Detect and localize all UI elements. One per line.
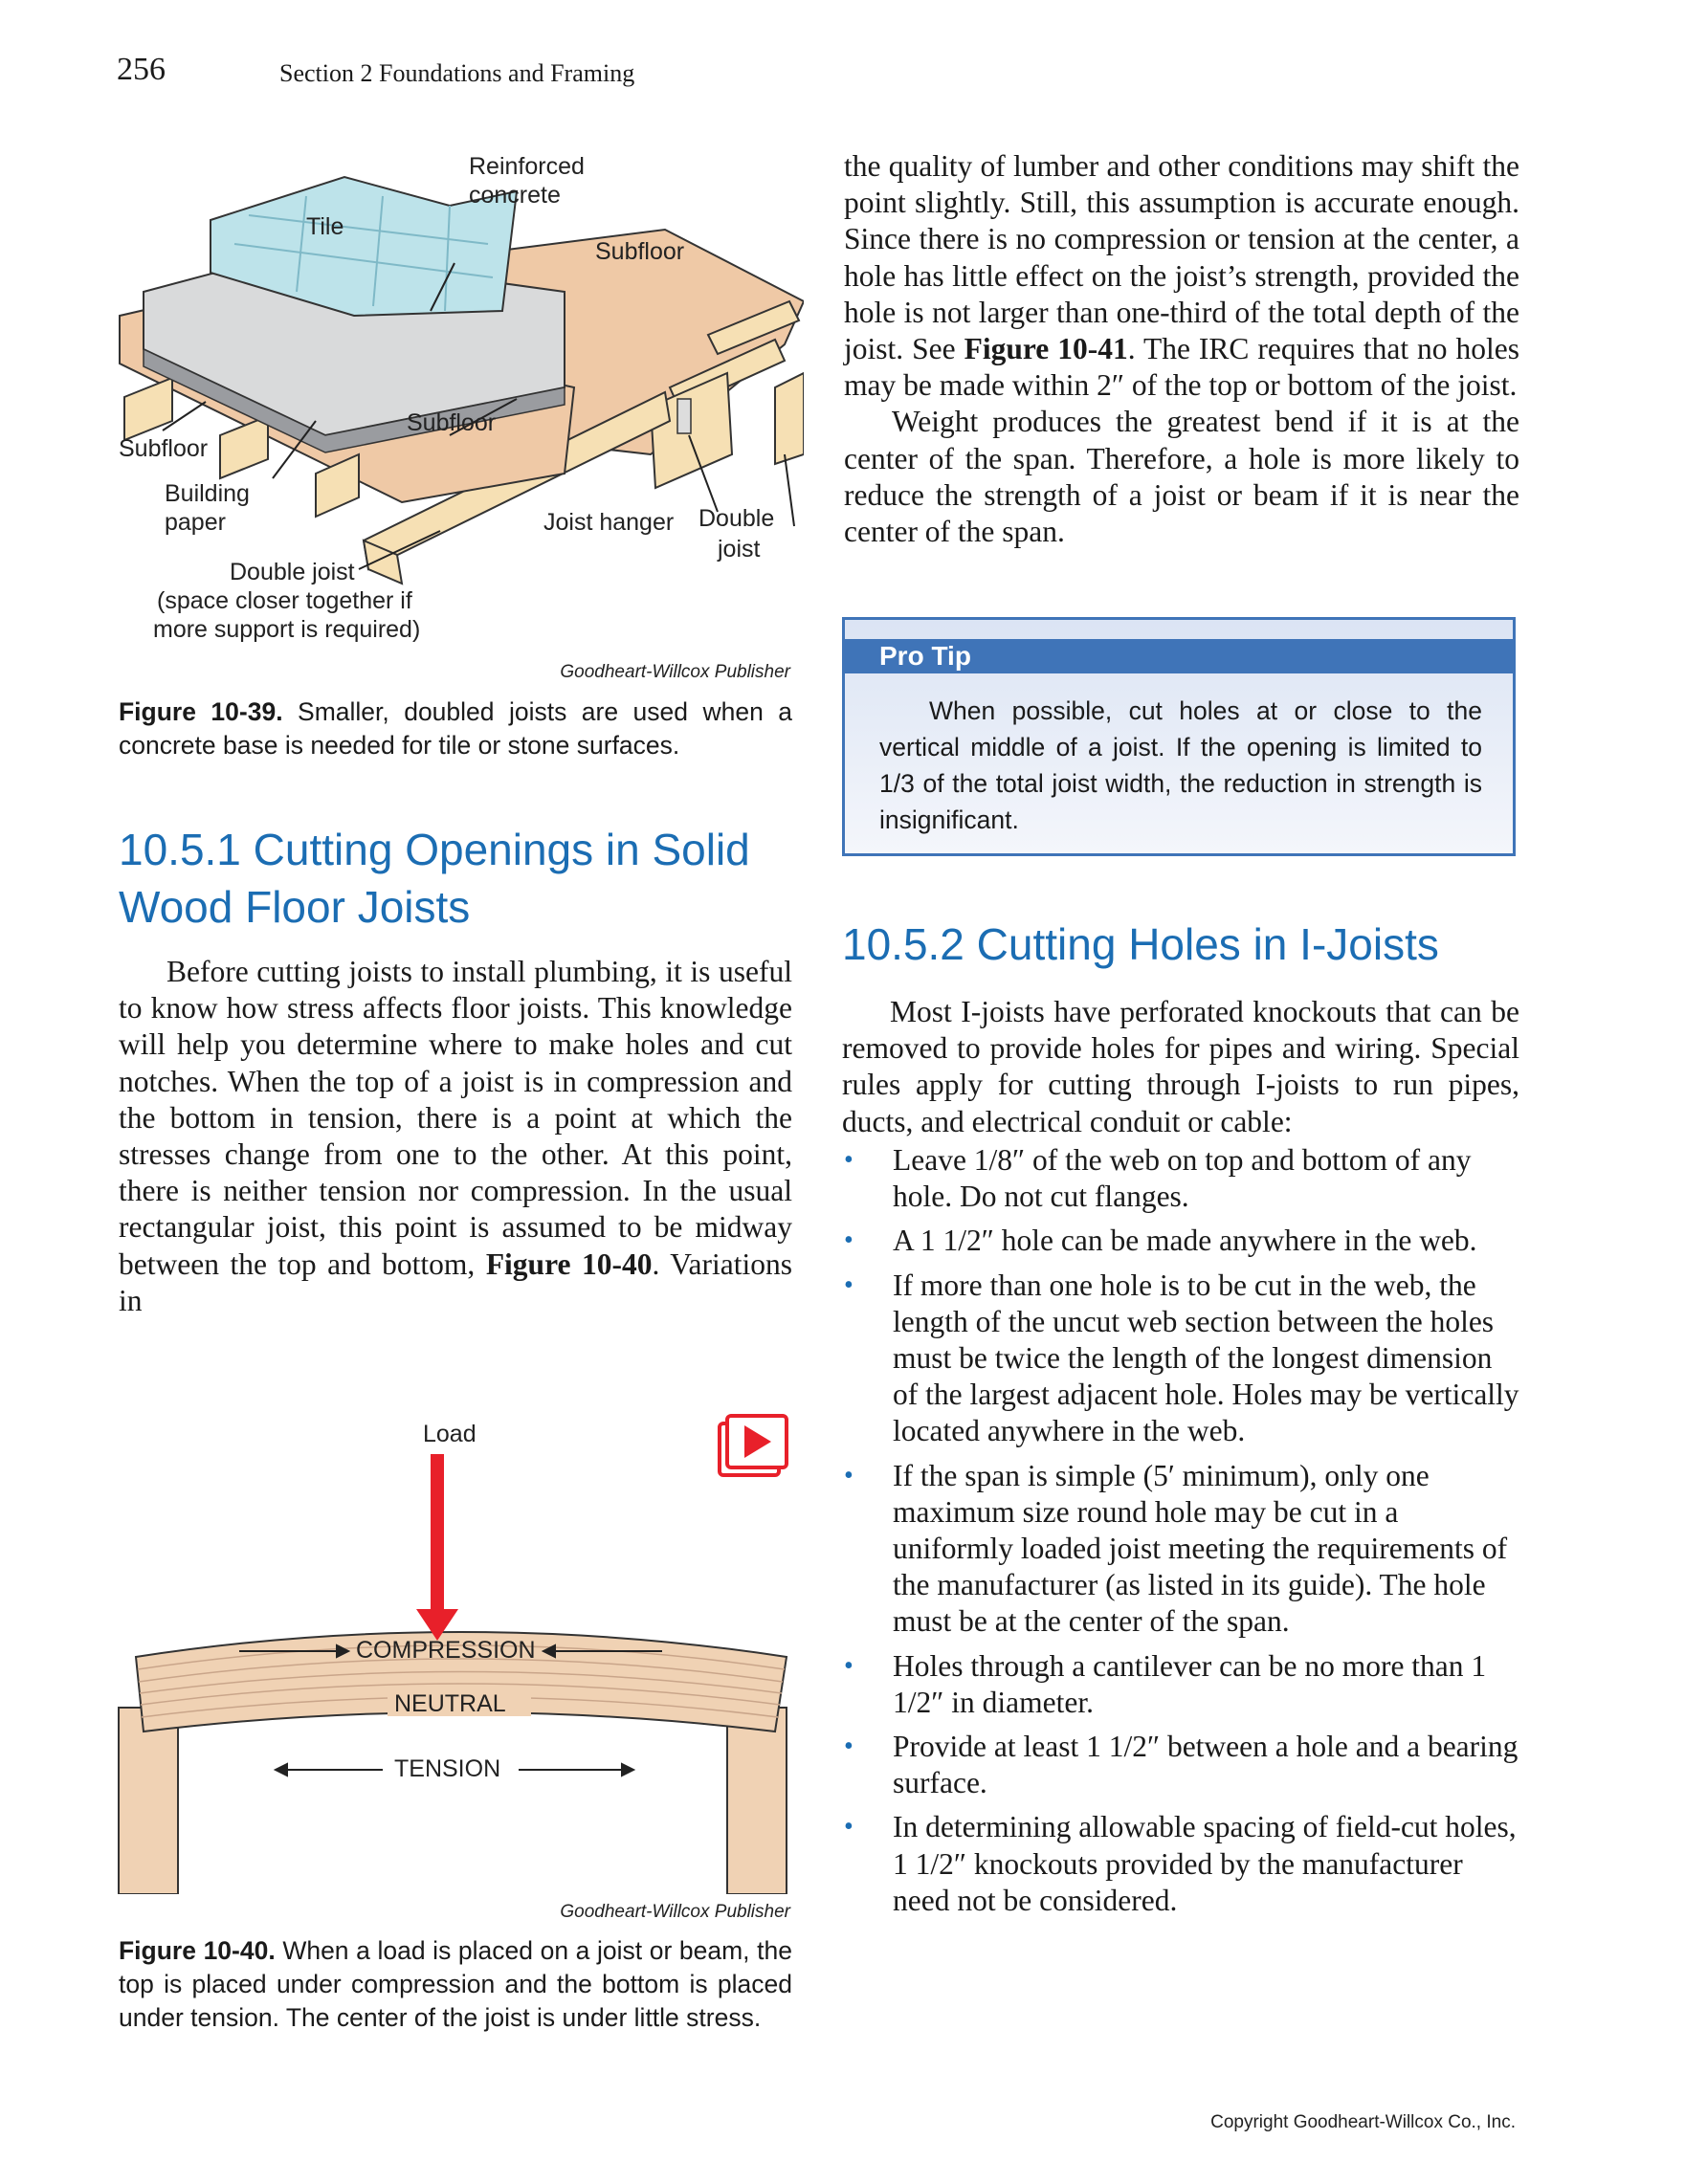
bullet-item (842, 1809, 1521, 1919)
caption-label: Figure 10-39. (119, 697, 283, 726)
bullet-item (842, 1648, 1521, 1721)
load-label: Load (423, 1421, 477, 1447)
label-more-support: more support is required) (153, 616, 421, 643)
bullet-text: A 1 1/2″ hole can be made anywhere in the web. (893, 1224, 1477, 1258)
label-subfloor-mid: Subfloor (407, 409, 497, 436)
label-joist-hanger: Joist hanger (543, 509, 675, 536)
bullet-text: In determining allowable spacing of field-cut holes, 1 1/2″ knockouts provided by the manufacturer need not be considered. (893, 1810, 1517, 1917)
figure-credit: Goodheart-Willcox Publisher (560, 662, 790, 682)
label-concrete: concrete (469, 182, 561, 209)
figure-caption-10-40 (119, 1934, 792, 2035)
neutral-label: NEUTRAL (394, 1690, 506, 1717)
pro-tip-box (842, 617, 1516, 856)
running-head: Section 2 Foundations and Framing (279, 59, 635, 87)
figure-ref-10-40[interactable]: Figure 10-40 (485, 1246, 653, 1281)
bullet-icon: • (844, 1225, 854, 1256)
bullet-item (842, 1458, 1521, 1641)
bullet-item (842, 1142, 1521, 1215)
caption-text: Smaller, doubled joists are used when a concrete base is needed for tile or stone surfaces. (119, 697, 793, 760)
caption-label: Figure 10-40. (119, 1936, 276, 1965)
text-run: the quality of lumber and other conditions may shift the point slightly. Still, this assumption is accurate enough. Since there is no compression or tension at the center, a hole has little effect on the joist’s strength, provided the hole is not larger than one-third of the total depth of the joist. See (844, 149, 1519, 366)
label-reinforced: Reinforced (469, 153, 585, 180)
label-subfloor-top: Subfloor (595, 238, 685, 265)
bullet-list (842, 1142, 1521, 1927)
bullet-item (842, 1268, 1521, 1450)
bullet-icon: • (844, 1145, 854, 1175)
section-heading-10-5-2: 10.5.2 Cutting Holes in I-Joists (842, 919, 1439, 969)
caption-text: When a load is placed on a joist or beam, the top is placed under compression and the bottom is placed under tension. The center of the joist is under little stress. (119, 1936, 792, 2032)
paragraph (844, 148, 1519, 404)
load-arrow-shaft (431, 1454, 444, 1612)
right-column-body (842, 994, 1519, 1140)
left-support-post (119, 1708, 178, 1894)
bullet-text: Leave 1/8″ of the web on top and bottom of any hole. Do not cut flanges. (893, 1143, 1472, 1214)
tension-label: TENSION (394, 1755, 501, 1782)
text-run: . Variations in (119, 1246, 792, 1317)
copyright-notice: Copyright Goodheart-Willcox Co., Inc. (1210, 2112, 1516, 2132)
right-column-text (844, 148, 1519, 550)
compression-label: COMPRESSION (356, 1637, 536, 1664)
figure-ref-10-41[interactable]: Figure 10-41 (964, 332, 1128, 366)
paragraph (119, 954, 792, 1319)
left-column-text (119, 954, 792, 1319)
bullet-icon: • (844, 1732, 854, 1762)
section-heading-10-5-1: 10.5.1 Cutting Openings in Solid Wood Floor Joists (119, 825, 750, 932)
bullet-icon: • (844, 1460, 854, 1490)
label-double-joist-left: Double joist (230, 559, 355, 585)
label-joist-r: joist (718, 536, 761, 563)
pro-tip-title: Pro Tip (879, 641, 971, 671)
label-paper: paper (165, 509, 226, 536)
text-run: Before cutting joists to install plumbing, it is useful to know how stress affects floor joists. This knowledge will help you determine where to make holes and cut notches. When the top of a joist is in compression and the bottom in tension, there is a point at which the stresses change from one to the other. At this point, there is neither tension nor compression. In the usual rectangular joist, this point is assumed to be midway between the top and bottom, (119, 955, 792, 1281)
paragraph: Most I-joists have perforated knockouts that can be removed to provide holes for pipes and wiring. Special rules apply for cutting through I-joists to run pipes, ducts, and electrical conduit or cable: (842, 995, 1519, 1138)
text-run: . The IRC requires that no holes may be made within 2″ of the top or bottom of the joist. (844, 332, 1520, 403)
figure-caption-10-39 (119, 695, 792, 762)
bullet-item (842, 1223, 1521, 1259)
bullet-icon: • (844, 1650, 854, 1681)
right-support-post (727, 1708, 787, 1894)
pro-tip-text: When possible, cut holes at or close to the vertical middle of a joist. If the opening is limited to 1/3 of the total joist width, the reduction in strength is insignificant. (879, 696, 1482, 834)
label-double-r: Double (698, 505, 775, 532)
bullet-text: If more than one hole is to be cut in the web, the length of the uncut web section between the holes must be twice the length of the longest dimension of the largest adjacent hole. Holes may be vertically located anywhere in the web. (893, 1268, 1519, 1448)
label-tile: Tile (306, 213, 344, 240)
label-space-closer: (space closer together if (157, 587, 412, 614)
bullet-icon: • (844, 1269, 854, 1300)
bullet-item (842, 1729, 1521, 1801)
play-video-icon[interactable] (718, 1414, 790, 1477)
bullet-text: Holes through a cantilever can be no more than 1 1/2″ in diameter. (893, 1648, 1487, 1719)
page-number: 256 (117, 52, 166, 87)
figure-10-40 (115, 1406, 804, 1894)
bullet-text: If the span is simple (5′ minimum), only one maximum size round hole may be cut in a uniformly loaded joist meeting the requirements of the manufacturer (as listed in its guide). The hole must be at the center of the span. (893, 1458, 1508, 1639)
bullet-text: Provide at least 1 1/2″ between a hole and a bearing surface. (893, 1730, 1519, 1800)
figure-10-39 (115, 148, 804, 684)
bullet-icon: • (844, 1812, 854, 1842)
paragraph: Weight produces the greatest bend if it is at the center of the span. Therefore, a hole is more likely to reduce the strength of a joist or beam if it is near the center of the span. (844, 405, 1519, 549)
label-subfloor-left: Subfloor (119, 435, 209, 462)
label-building: Building (165, 480, 250, 507)
figure-credit: Goodheart-Willcox Publisher (560, 1902, 790, 1922)
